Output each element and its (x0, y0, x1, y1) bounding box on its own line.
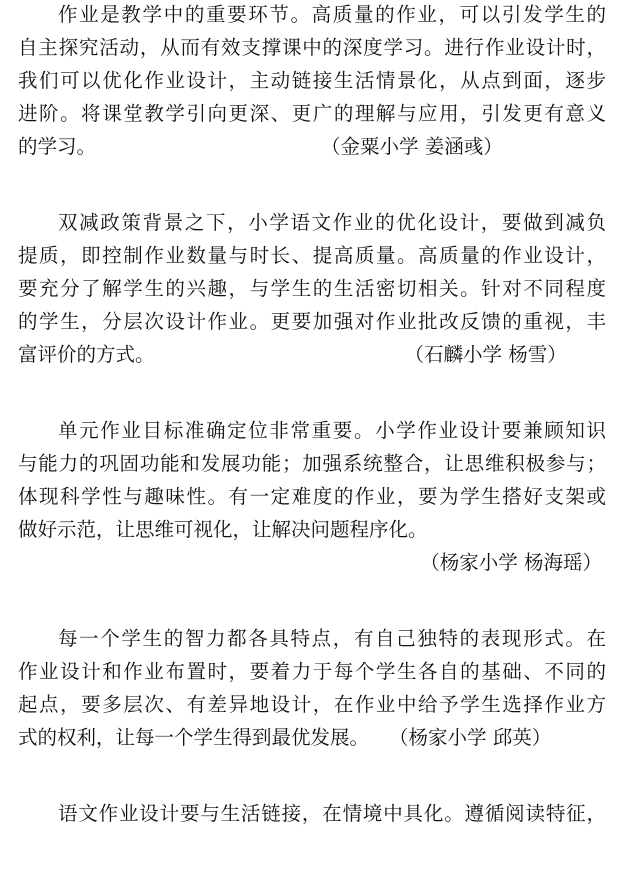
text-line-end: 式的权利，让每一个学生得到最优发展。 (18, 726, 370, 749)
paragraph-1 (18, 0, 606, 163)
text-line: 自主探究活动，从而有效支撑课中的深度学习。进行作业设计时， (18, 36, 606, 59)
text-line: 双减政策背景之下，小学语文作业的优化设计，要做到减负 (58, 211, 606, 234)
paragraph-gap (18, 371, 606, 414)
text-line: 作业是教学中的重要环节。高质量的作业，可以引发学生的 (58, 3, 606, 26)
text-line-with-credit (18, 130, 606, 163)
paragraph-gap (18, 163, 606, 206)
text-line: 作业设计和作业布置时，要着力于每个学生各自的基础、不同的 (18, 660, 606, 683)
text-line-end: 的学习。 (18, 135, 97, 158)
text-line: 进阶。将课堂教学引向更深、更广的理解与应用，引发更有意义 (18, 102, 606, 125)
text-line: 语文作业设计要与生活链接，在情境中具化。遵循阅读特征， (58, 802, 606, 825)
text-line: 体现科学性与趣味性。有一定难度的作业，要为学生搭好支架或 (18, 485, 606, 508)
text-line: 单元作业目标准确定位非常重要。小学作业设计要兼顾知识 (58, 419, 606, 442)
text-line: 每一个学生的智力都各具特点，有自己独特的表现形式。在 (58, 627, 606, 650)
text-line: 起点，要多层次、有差异地设计，在作业中给予学生选择作业方 (18, 693, 606, 716)
text-line-with-credit (18, 721, 606, 754)
text-line-end: 富评价的方式。 (18, 343, 155, 366)
paragraph-5 (18, 797, 606, 830)
author-credit: （石麟小学 杨雪） (404, 343, 567, 366)
text-line: 与能力的巩固功能和发展功能；加强系统整合，让思维积极参与； (18, 452, 606, 475)
author-credit: （杨家小学 杨海瑶） (420, 551, 602, 574)
author-credit: （金粟小学 姜涵彧） (321, 135, 503, 158)
paragraph-2 (18, 206, 606, 371)
paragraph-3 (18, 414, 606, 579)
text-line: 要充分了解学生的兴趣，与学生的生活密切相关。针对不同程度 (18, 277, 606, 300)
text-line-with-credit (18, 338, 606, 371)
text-line-end: 做好示范，让思维可视化，让解决问题程序化。 (18, 518, 428, 541)
paragraph-4 (18, 622, 606, 754)
document-page (18, 0, 606, 830)
text-line: 我们可以优化作业设计，主动链接生活情景化，从点到面，逐步 (18, 69, 606, 92)
author-credit: （杨家小学 邱英） (389, 726, 552, 749)
text-line: 提质，即控制作业数量与时长、提高质量。高质量的作业设计， (18, 244, 606, 267)
paragraph-gap (18, 754, 606, 797)
paragraph-gap (18, 579, 606, 622)
text-line: 的学生，分层次设计作业。更要加强对作业批改反馈的重视，丰 (18, 310, 606, 333)
